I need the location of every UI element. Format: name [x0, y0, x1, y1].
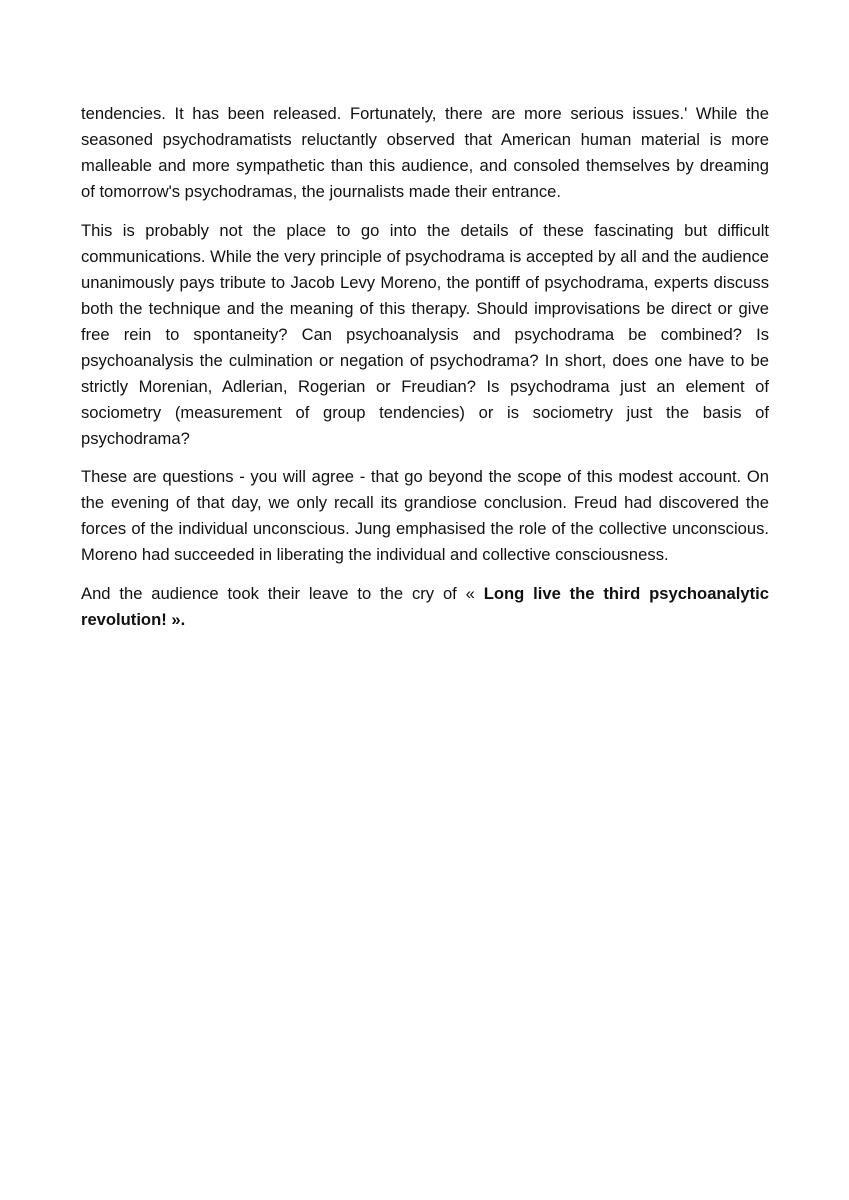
closing-exclamation: Long live the third psychoanalytic revolution! ». [81, 583, 769, 629]
paragraph-3: These are questions - you will agree - that go beyond the scope of this modest account. On the evening of that day, we only recall its grandiose conclusion. Freud had discovered the forces of the individual unconscious. Jung emphasised the role of the collective unconscious. Moreno had succeeded in liberating the individual and collective consciousness. [81, 467, 769, 564]
closing-text: And the audience took their leave to the cry of « [81, 583, 484, 603]
body-text [81, 101, 769, 645]
paragraph-1: tendencies. It has been released. Fortunately, there are more serious issues.' While the seasoned psychodramatists reluctantly observed that American human material is more malleable and more sympathetic than this audience, and consoled themselves by dreaming of tomorrow's psychodramas, the journalists made their entrance. [81, 104, 769, 201]
paragraph-2: This is probably not the place to go into the details of these fascinating but difficult communications. While the very principle of psychodrama is accepted by all and the audience unanimously pays tribute to Jacob Levy Moreno, the pontiff of psychodrama, experts discuss both the technique and the meaning of this therapy. Should improvisations be direct or give free rein to spontaneity? Can psychoanalysis and psychodrama be combined? Is psychoanalysis the culmination or negation of psychodrama? In short, does one have to be strictly Morenian, Adlerian, Rogerian or Freudian? Is psychodrama just an element of sociometry (measurement of group tendencies) or is sociometry just the basis of psychodrama? [81, 220, 769, 448]
paragraph-4 [81, 581, 769, 633]
